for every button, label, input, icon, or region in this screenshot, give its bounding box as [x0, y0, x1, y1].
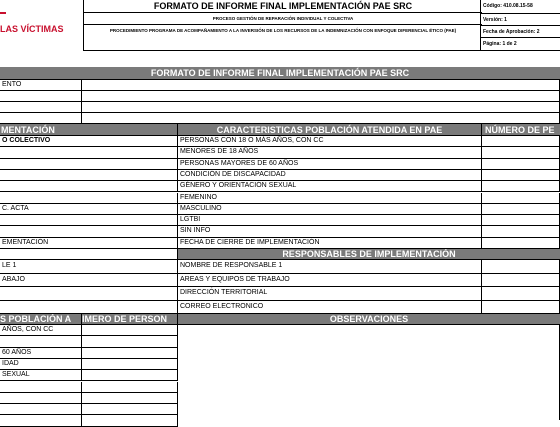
impl-row-label — [0, 215, 178, 226]
lower-row-label: SEXUAL — [0, 370, 82, 381]
lower-row-label: IDAD — [0, 359, 82, 370]
population-count-cell[interactable] — [482, 204, 560, 215]
impl-row-label — [0, 226, 178, 237]
doc-approval-date: Fecha de Aprobación: 2 — [483, 29, 540, 35]
population-count-cell[interactable] — [482, 193, 560, 204]
lower-count-cell[interactable] — [82, 382, 178, 393]
population-row-label: CONDICIÓN DE DISCAPACIDAD — [178, 170, 482, 181]
population-count-cell[interactable] — [482, 136, 560, 147]
population-count-cell[interactable] — [482, 226, 560, 237]
impl-row-label — [0, 170, 178, 181]
resp-left-label — [0, 301, 178, 315]
impl-row-label — [0, 181, 178, 192]
row-label — [0, 91, 82, 102]
responsable-row-label: DIRECCIÓN TERRITORIAL — [178, 287, 482, 301]
lower-row-label: AÑOS, CON CC — [0, 325, 82, 336]
lower-row-label: 60 AÑOS — [0, 348, 82, 359]
row-label — [0, 102, 82, 113]
lower-row-label — [0, 382, 82, 393]
document-title: FORMATO DE INFORME FINAL IMPLEMENTACIÓN PAE SRC — [84, 1, 482, 13]
lower-count-cell[interactable] — [82, 359, 178, 370]
doc-version: Versión: 1 — [483, 17, 507, 23]
lower-row-label — [0, 404, 82, 415]
numero-personas-header: IMERO DE PERSON — [82, 314, 178, 325]
population-row-label: MENORES DE 18 AÑOS — [178, 147, 482, 158]
row-value[interactable] — [82, 91, 560, 102]
lower-count-cell[interactable] — [82, 370, 178, 381]
row-value[interactable] — [82, 80, 560, 91]
header — [0, 0, 560, 66]
observaciones-area[interactable] — [178, 325, 560, 420]
numero-header: NÚMERO DE PE — [482, 124, 560, 136]
responsable-value-cell[interactable] — [482, 287, 560, 301]
logo-text: LAS VÍCTIMAS — [0, 24, 64, 34]
population-row-label: GÉNERO Y ORIENTACIÓN SEXUAL — [178, 181, 482, 192]
population-row-label: FECHA DE CIERRE DE IMPLEMENTACIÓN — [178, 238, 482, 249]
lower-count-cell[interactable] — [82, 348, 178, 359]
doc-code: Código: 410.08.15-58 — [483, 3, 533, 9]
resp-left-label: ABAJO — [0, 274, 178, 288]
resp-left-label: LE 1 — [0, 260, 178, 274]
lower-row-label — [0, 336, 82, 347]
header-center — [83, 0, 481, 50]
population-count-cell[interactable] — [482, 181, 560, 192]
logo-accent-bar — [0, 12, 6, 14]
impl-row-label — [0, 159, 178, 170]
procedure-name: PROCEDIMIENTO PROGRAMA DE ACOMPAÑAMIENTO A LA INVERSIÓN DE LOS RECURSOS DE LA INDEMNIZACIÓN CON ENFOQUE DIFERENCIAL ÉTICO (PAE) — [109, 28, 457, 33]
population-row-label: LGTBI — [178, 215, 482, 226]
lower-count-cell[interactable] — [82, 415, 178, 426]
population-count-cell[interactable] — [482, 159, 560, 170]
lower-count-cell[interactable] — [82, 325, 178, 336]
implementacion-header: MENTACIÓN — [0, 124, 178, 136]
responsable-row-label: NOMBRE DE RESPONSABLE 1 — [178, 260, 482, 274]
population-count-cell[interactable] — [482, 215, 560, 226]
impl-row-label: O COLECTIVO — [0, 136, 178, 147]
responsable-value-cell[interactable] — [482, 301, 560, 315]
responsable-value-cell[interactable] — [482, 260, 560, 274]
population-count-cell[interactable] — [482, 147, 560, 158]
main-title-band: FORMATO DE INFORME FINAL IMPLEMENTACIÓN PAE SRC — [0, 67, 560, 80]
poblacion-header: S POBLACIÓN A — [0, 314, 82, 325]
responsables-header: RESPONSABLES DE IMPLEMENTACIÓN — [178, 249, 560, 260]
population-count-cell[interactable] — [482, 238, 560, 249]
impl-row-label: C. ACTA — [0, 204, 178, 215]
impl-row-label — [0, 147, 178, 158]
caracteristicas-header: CARACTERISTICAS POBLACIÓN ATENDIDA EN PAE — [178, 124, 482, 136]
resp-left-label — [0, 287, 178, 301]
population-row-label: PERSONAS CON 18 O MÁS AÑOS, CON CC — [178, 136, 482, 147]
lower-row-label — [0, 393, 82, 404]
lower-count-cell[interactable] — [82, 404, 178, 415]
responsable-value-cell[interactable] — [482, 274, 560, 288]
row-value[interactable] — [82, 102, 560, 113]
logo — [0, 0, 83, 50]
population-count-cell[interactable] — [482, 170, 560, 181]
lower-count-cell[interactable] — [82, 336, 178, 347]
impl-row-label — [0, 193, 178, 204]
doc-page: Página: 1 de 2 — [483, 41, 517, 47]
population-row-label: MASCULINO — [178, 204, 482, 215]
header-meta — [481, 0, 560, 50]
row-value[interactable] — [82, 113, 560, 124]
observaciones-header: OBSERVACIONES — [178, 314, 560, 325]
impl-row-label: EMENTACIÓN — [0, 238, 178, 249]
population-row-label: PERSONAS MAYORES DE 60 AÑOS — [178, 159, 482, 170]
lower-count-cell[interactable] — [82, 393, 178, 404]
responsables-left-spacer — [0, 249, 178, 260]
responsable-row-label: CORREO ELECTRONICO — [178, 301, 482, 315]
process-name: PROCESO GESTIÓN DE REPARACIÓN INDIVIDUAL Y COLECTIVA — [84, 13, 482, 25]
population-row-label: FEMENINO — [178, 193, 482, 204]
responsable-row-label: AREAS Y EQUIPOS DE TRABAJO — [178, 274, 482, 288]
row-label: ENTO — [0, 80, 82, 91]
population-row-label: SIN INFO — [178, 226, 482, 237]
row-label — [0, 113, 82, 124]
lower-row-label — [0, 415, 82, 426]
